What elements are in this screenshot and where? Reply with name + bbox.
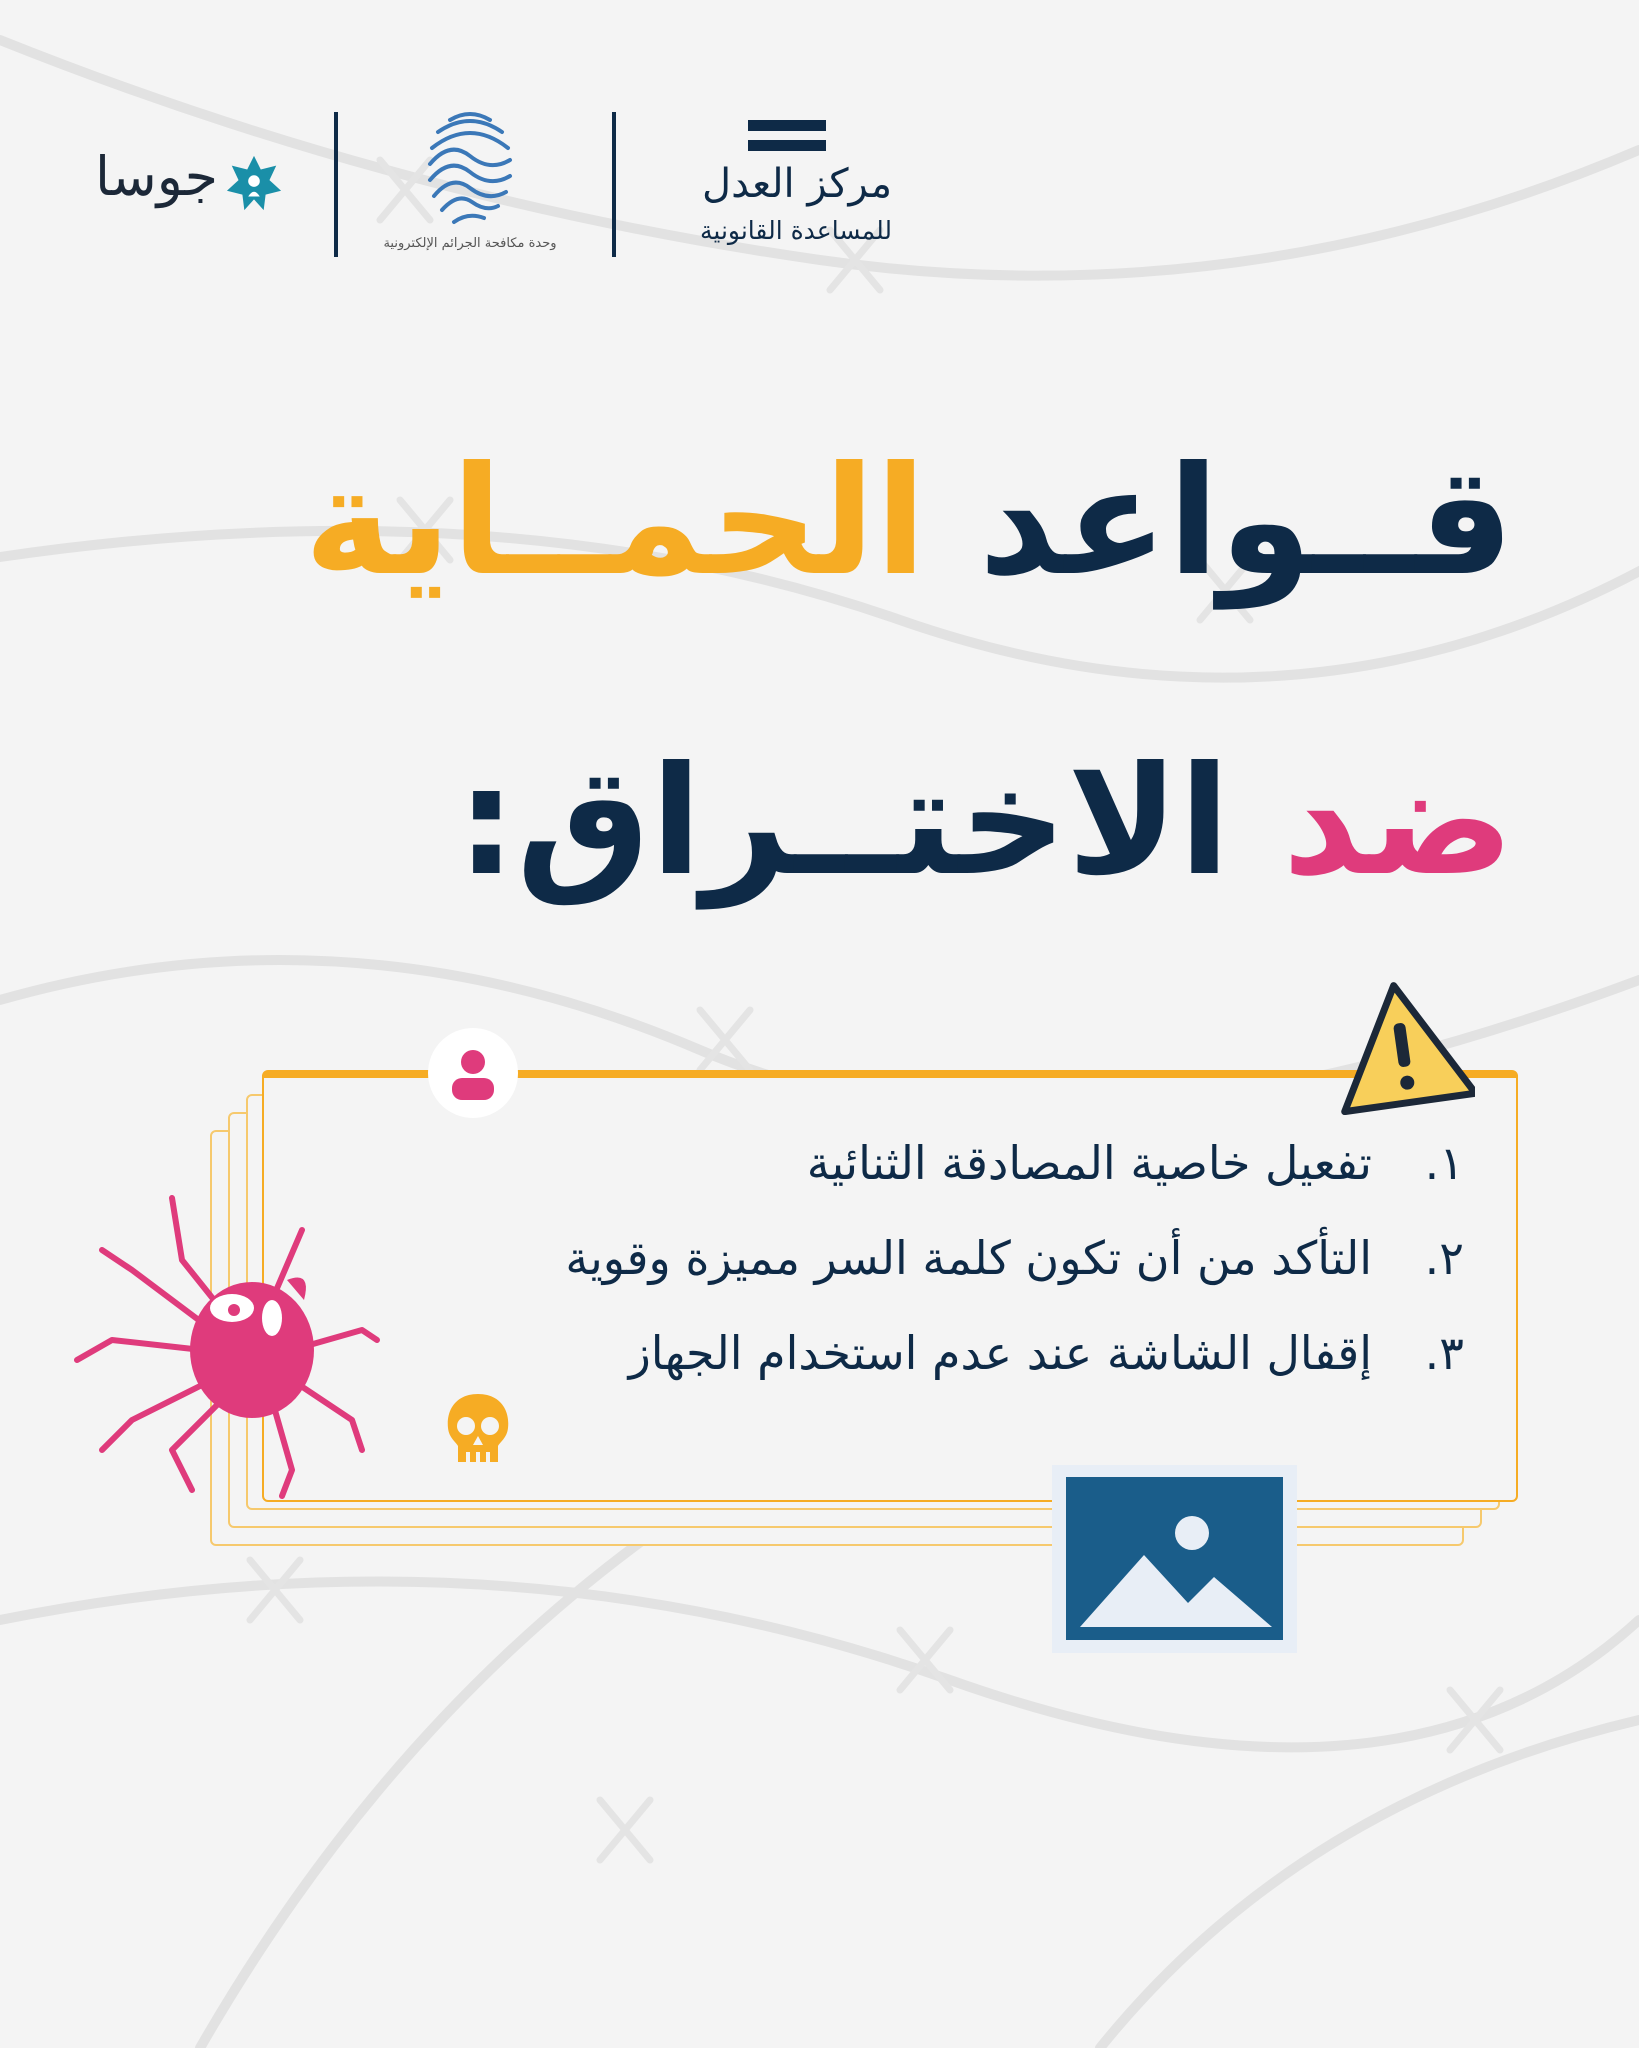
rule-item (628, 1326, 1464, 1380)
rule-text: تفعيل خاصية المصادقة الثنائية (806, 1136, 1372, 1190)
headline-line-2 (456, 735, 1514, 909)
josa-name: جوسا (95, 145, 218, 208)
headline-word-hacking: الاختــراق: (456, 735, 1231, 909)
justice-center-subtitle: للمساعدة القانونية (700, 216, 892, 245)
cybercrime-unit-caption: وحدة مكافحة الجرائم الإلكترونية (383, 236, 557, 251)
image-icon (1052, 1465, 1297, 1653)
user-avatar (428, 1028, 518, 1118)
justice-logo-mark (748, 120, 826, 160)
user-icon (428, 1028, 518, 1118)
headline-line-1 (303, 435, 1514, 609)
justice-center-name: مركز العدل (702, 161, 892, 207)
rule-number: ٣. (1424, 1326, 1464, 1380)
rule-text: التأكد من أن تكون كلمة السر مميزة وقوية (565, 1231, 1372, 1285)
rule-item (806, 1136, 1464, 1190)
headline-word-protection: الحمــاية (303, 435, 927, 609)
rule-text: إقفال الشاشة عند عدم استخدام الجهاز (628, 1326, 1372, 1380)
justice-center-logo (660, 108, 920, 268)
fingerprint-icon (380, 100, 560, 230)
headline-word-against: ضد (1282, 735, 1514, 909)
rule-item (565, 1231, 1464, 1285)
rule-number: ١. (1424, 1136, 1464, 1190)
rule-number: ٢. (1424, 1231, 1464, 1285)
josa-icon (225, 154, 283, 212)
spider-icon (72, 1190, 382, 1500)
skull-icon (440, 1390, 516, 1470)
cybercrime-unit-logo (380, 100, 560, 270)
logo-divider (612, 112, 616, 257)
logo-divider (334, 112, 338, 257)
headline-word-rules: قــواعد (978, 435, 1514, 609)
warning-icon (1330, 975, 1475, 1115)
josa-logo (80, 145, 300, 220)
